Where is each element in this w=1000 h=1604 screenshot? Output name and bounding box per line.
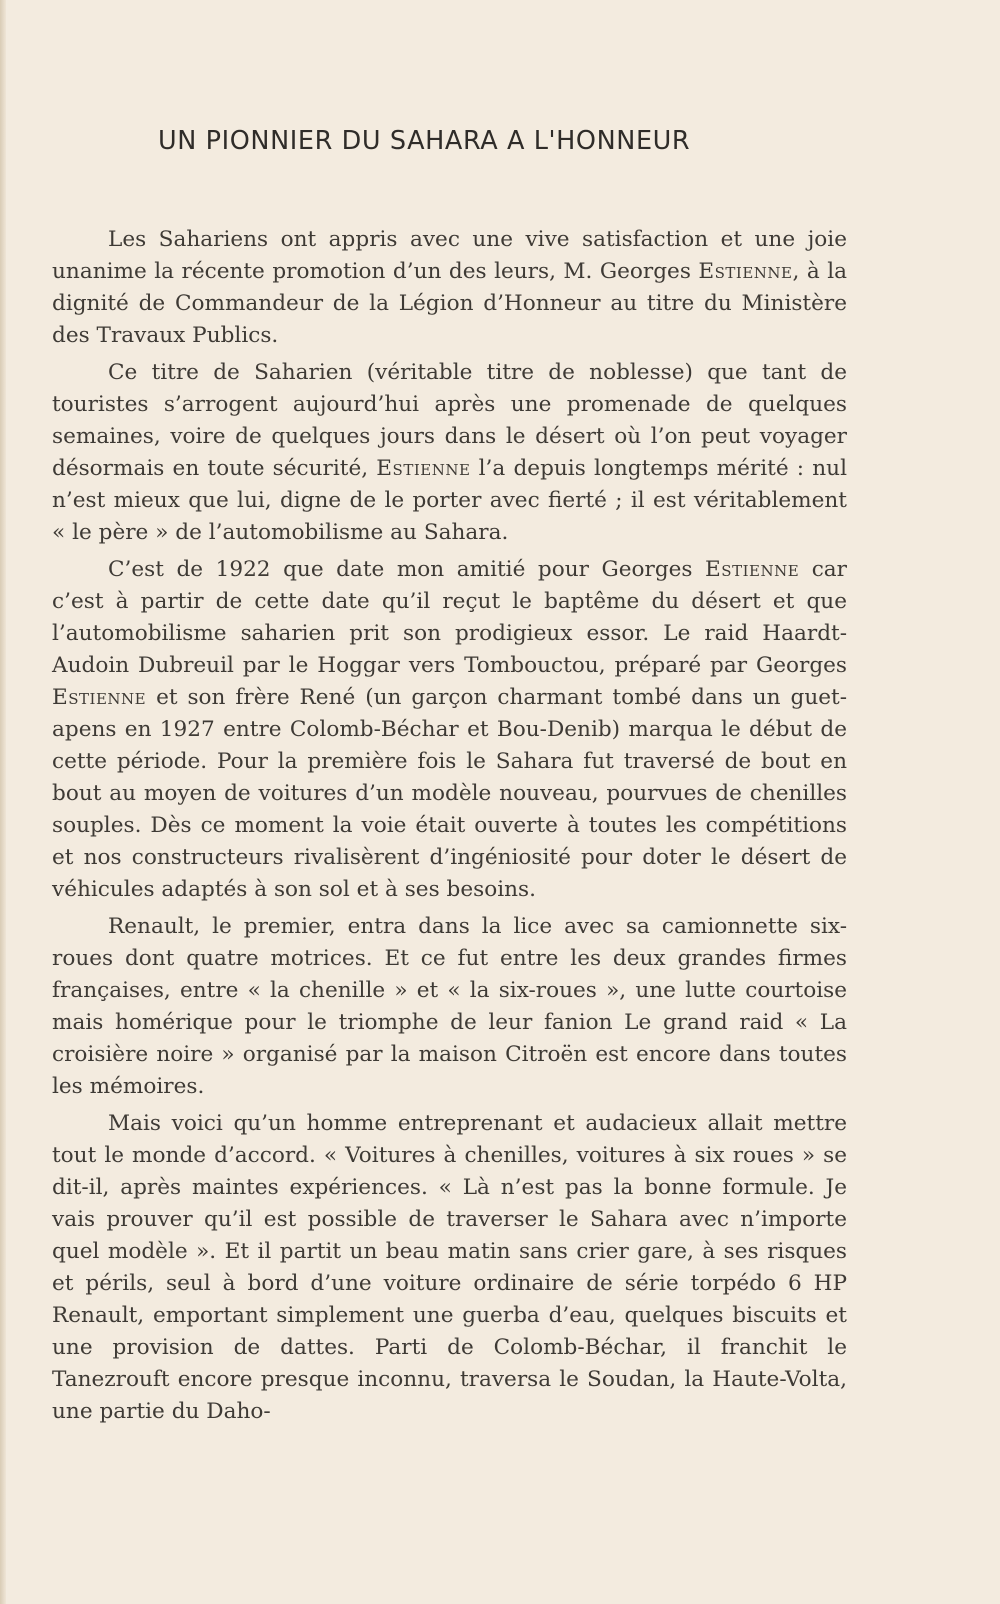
text-run: et son frère René (un garçon charmant tombé dans un guet-apens en 1927 entre Colomb-Béchar et Bou-Denib) marqua le début de cette période. Pour la première fois le Sahara fut traversé de bout en bout au moyen de voitures d’un modèle nouveau, pourvues de chenilles souples. Dès ce moment la voie était ouverte à toutes les compétitions et nos constructeurs rivalisèrent d’ingéniosité pour doter le désert de véhicules adaptés à son sol et à ses besoins.: [52, 685, 847, 902]
page-title: UN PIONNIER DU SAHARA A L'HONNEUR: [158, 126, 691, 156]
text-run: Renault, le premier, entra dans la lice avec sa camionnette six-roues dont quatre motrices. Et ce fut entre les deux grandes firmes françaises, entre « la chenille » et « la six-roues », une lutte courtoise mais homérique pour le triomphe de leur fanion Le grand raid « La croisière noire » organisé par la maison Citroën est encore dans toutes les mémoires.: [52, 914, 847, 1099]
text-run: , à la dignité de Commandeur de la Légion d’Honneur au titre du Ministère des Travaux Publics.: [52, 259, 847, 348]
page-edge: [0, 0, 6, 1604]
paragraph: [52, 224, 847, 352]
surname-small-caps: Estienne: [52, 685, 147, 710]
paragraph: [52, 911, 847, 1103]
article-body: [52, 224, 847, 1433]
paragraph: [52, 1108, 847, 1428]
paragraph: [52, 357, 847, 549]
surname-small-caps: Estienne: [705, 557, 800, 582]
surname-small-caps: Estienne: [376, 456, 471, 481]
text-run: C’est de 1922 que date mon amitié pour Georges: [108, 557, 706, 582]
text-run: car c’est à partir de cette date qu’il reçut le baptême du désert et que l’automobilisme saharien prit son prodigieux essor. Le raid Haardt-Audoin Dubreuil par le Hoggar vers Tombouctou, préparé par Georges: [52, 557, 847, 678]
text-run: l’a depuis longtemps mérité : nul n’est mieux que lui, digne de le porter avec fierté ; il est véritablement « le père » de l’automobilisme au Sahara.: [52, 456, 847, 545]
text-run: Les Sahariens ont appris avec une vive satisfaction et une joie unanime la récente promotion d’un des leurs, M. Georges: [52, 227, 847, 284]
text-run: Mais voici qu’un homme entreprenant et audacieux allait mettre tout le monde d’accord. « Voitures à chenilles, voitures à six roues » se dit-il, après maintes expériences. « Là n’est pas la bonne formule. Je vais prouver qu’il est possible de traverser le Sahara avec n’importe quel modèle ». Et il partit un beau matin sans crier gare, à ses risques et périls, seul à bord d’une voiture ordinaire de série torpédo 6 HP Renault, emportant simplement une guerba d’eau, quelques biscuits et une provision de dattes. Parti de Colomb-Béchar, il franchit le Tanezrouft encore presque inconnu, traversa le Soudan, la Haute-Volta, une partie du Daho-: [52, 1111, 847, 1424]
paragraph: [52, 554, 847, 906]
surname-small-caps: Estienne: [698, 259, 793, 284]
text-run: Ce titre de Saharien (véritable titre de noblesse) que tant de touristes s’arrogent aujourd’hui après une promenade de quelques semaines, voire de quelques jours dans le désert où l’on peut voyager désormais en toute sécurité,: [52, 360, 847, 481]
